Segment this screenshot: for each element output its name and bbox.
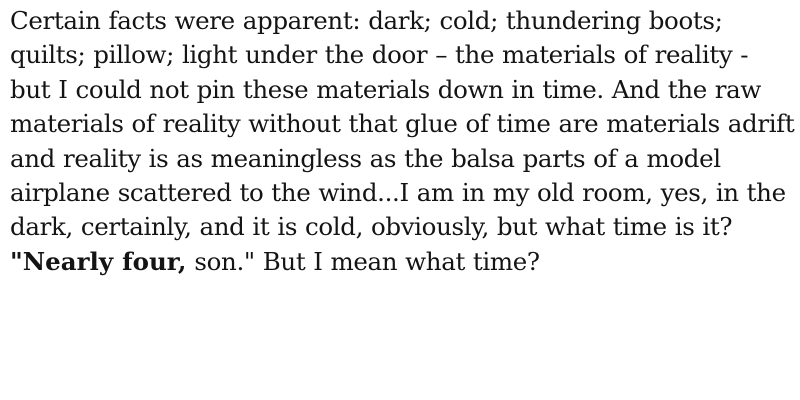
passage-line: and reality is as meaningless as the balsa parts of a model: [10, 143, 721, 173]
passage-line: Certain facts were apparent: dark; cold; thundering boots;: [10, 6, 723, 35]
passage-line: dark, certainly, and it is cold, obviously, but what time is it?: [10, 212, 733, 242]
passage-line: quilts; pillow; light under the door – the materials of reality -: [10, 40, 749, 70]
last-line-rest: son." But I mean what time?: [186, 246, 540, 276]
text-passage: [10, 4, 796, 279]
bold-quote: "Nearly four,: [10, 246, 187, 276]
passage-line: but I could not pin these materials down in time. And the raw: [10, 74, 762, 104]
passage-last-line: [10, 245, 796, 279]
passage-line: materials of reality without that glue of time are materials adrift: [10, 109, 795, 139]
passage-line: airplane scattered to the wind...I am in my old room, yes, in the: [10, 178, 786, 208]
